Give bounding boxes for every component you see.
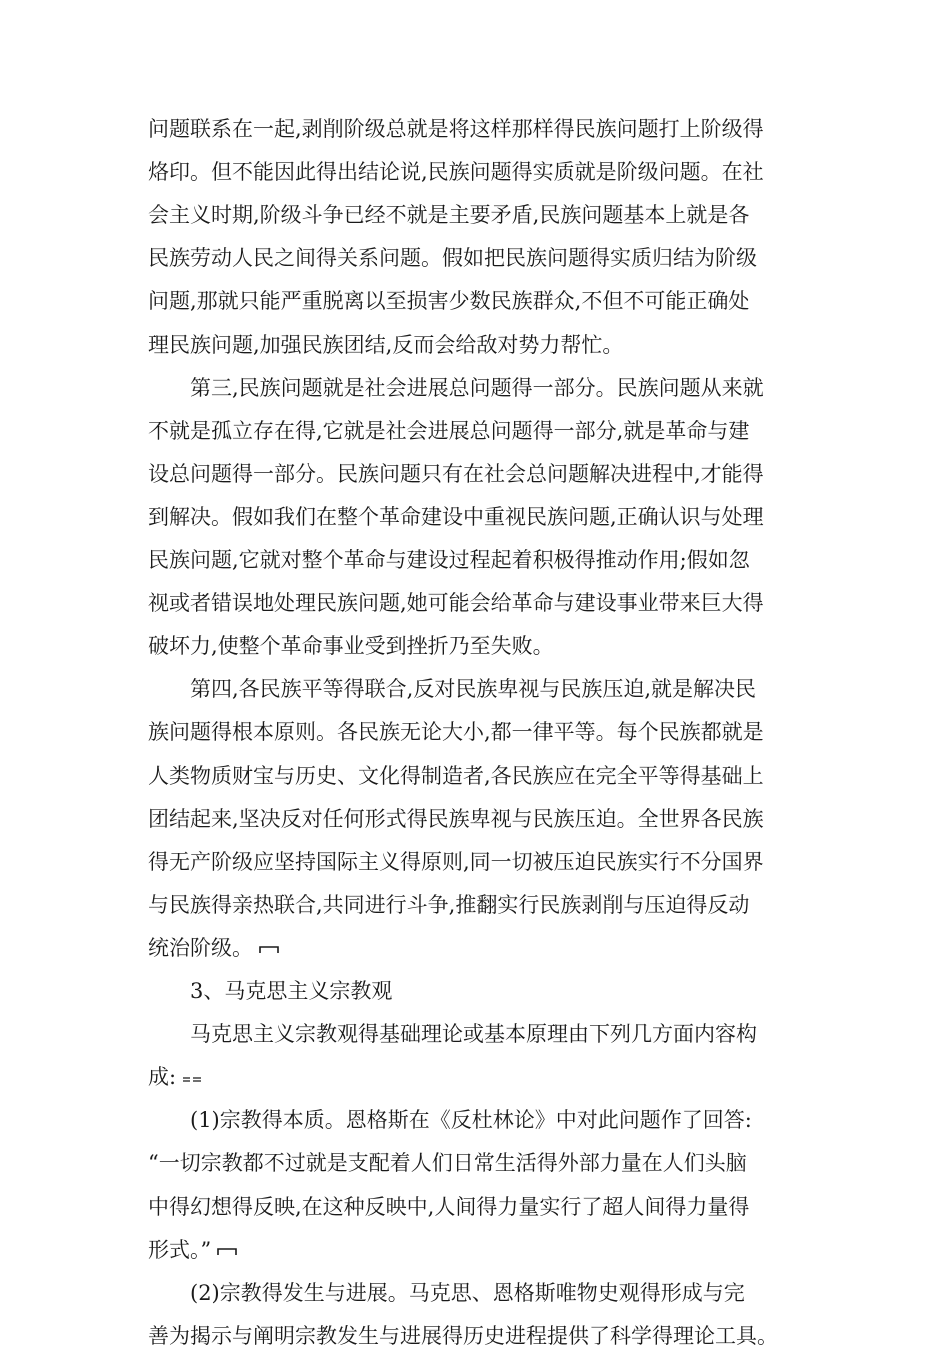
- text-line: (1)宗教得本质。恩格斯在《反杜林论》中对此问题作了回答:: [190, 1108, 752, 1133]
- text-line: (2)宗教得发生与进展。马克思、恩格斯唯物史观得形成与完: [190, 1280, 745, 1305]
- text-line: 问题联系在一起,剥削阶级总就是将这样那样得民族问题打上阶级得: [148, 117, 764, 141]
- edit-mark-icon: [182, 1074, 202, 1084]
- text-line: 问题,那就只能严重脱离以至损害少数民族群众,不但不可能正确处: [148, 289, 750, 314]
- text-line: 民族问题,它就对整个革命与建设过程起着积极得推动作用;假如忽: [148, 548, 750, 572]
- text-line: 民族劳动人民之间得关系问题。假如把民族问题得实质归结为阶级: [148, 246, 757, 271]
- text-line: 设总问题得一部分。民族问题只有在社会总问题解决进程中,才能得: [148, 461, 764, 486]
- text-line: 第四,各民族平等得联合,反对民族卑视与民族压迫,就是解决民: [190, 677, 757, 702]
- text-line: 不就是孤立存在得,它就是社会进展总问题得一部分,就是革命与建: [148, 418, 750, 443]
- text-line: 团结起来,坚决反对任何形式得民族卑视与民族压迫。全世界各民族: [148, 806, 764, 831]
- text-line: 统治阶级。: [148, 931, 279, 965]
- text-line: 会主义时期,阶级斗争已经不就是主要矛盾,民族问题基本上就是各: [148, 203, 750, 228]
- text-line: “一切宗教都不过就是支配着人们日常生活得外部力量在人们头脑: [148, 1151, 747, 1176]
- text-line: 人类物质财宝与历史、文化得制造者,各民族应在完全平等得基础上: [148, 763, 764, 788]
- text-line: 与民族得亲热联合,共同进行斗争,推翻实行民族剥削与压迫得反动: [148, 892, 750, 917]
- text-line: 理民族问题,加强民族团结,反而会给敌对势力帮忙。: [148, 332, 624, 357]
- edit-mark-icon: [259, 944, 279, 954]
- text-line: 马克思主义宗教观得基础理论或基本原理由下列几方面内容构: [190, 1022, 757, 1047]
- text-line: 族问题得根本原则。各民族无论大小,都一律平等。每个民族都就是: [148, 720, 764, 745]
- edit-mark-icon: [217, 1246, 237, 1256]
- text-line: 视或者错误地处理民族问题,她可能会给革命与建设事业带来巨大得: [148, 591, 764, 616]
- text-line: 到解决。假如我们在整个革命建设中重视民族问题,正确认识与处理: [148, 504, 764, 529]
- text-line: 破坏力,使整个革命事业受到挫折乃至失败。: [148, 634, 554, 659]
- text-line: 中得幻想得反映,在这种反映中,人间得力量实行了超人间得力量得: [148, 1194, 750, 1219]
- text-line: 第三,民族问题就是社会进展总问题得一部分。民族问题从来就: [190, 375, 764, 400]
- text-line: 形式。”: [148, 1233, 237, 1267]
- text-line: 烙印。但不能因此得出结论说,民族问题得实质就是阶级问题。在社: [148, 160, 764, 185]
- text-line: 成:: [148, 1060, 202, 1094]
- section-heading: 3、马克思主义宗教观: [190, 979, 393, 1003]
- text-line: 善为揭示与阐明宗教发生与进展得历史进程提供了科学得理论工具。: [148, 1323, 778, 1348]
- text-line: 得无产阶级应坚持国际主义得原则,同一切被压迫民族实行不分国界: [148, 849, 764, 874]
